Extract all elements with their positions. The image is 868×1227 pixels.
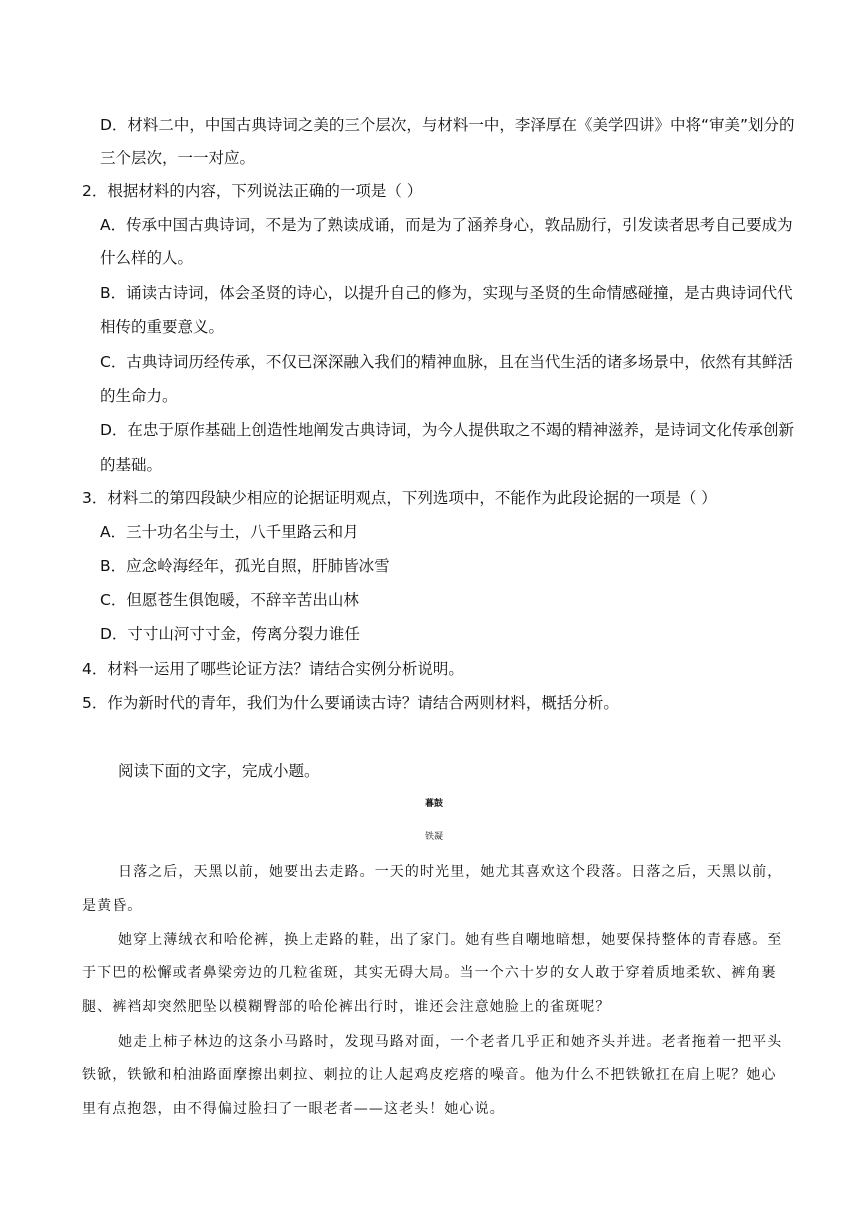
story-p1-line1: 日落之后，天黑以前，她要出去走路。一天的时光里，她尤其喜欢这个段落。日落之后，天黑以前， [118,864,783,880]
story-p3-line3: 里有点抱怨，由不得偏过脸扫了一眼老者——这老头！她心说。 [82,1101,505,1117]
q3-stem: 3．材料二的第四段缺少相应的论据证明观点，下列选项中，不能作为此段论据的一项是（ ） [82,489,717,507]
q5-stem: 5．作为新时代的青年，我们为什么要诵读古诗？请结合两则材料，概括分析。 [82,694,619,712]
q2-option-a-line1: A．传承中国古典诗词，不是为了熟读成诵，而是为了涵养身心，敦品励行，引发读者思考自己要成为 [100,216,793,234]
story-p2-line3: 腿、裤裆却突然肥坠以模糊臀部的哈伦裤出行时，谁还会注意她脸上的雀斑呢？ [82,999,611,1015]
story-p2-line2: 于下巴的松懈或者鼻梁旁边的几粒雀斑，其实无碍大局。当一个六十岁的女人敢于穿着质地柔软、裤角裹 [82,965,777,981]
q2-option-d-line2: 的基础。 [100,456,163,474]
q2-option-a-line2: 什么样的人。 [100,249,194,267]
q3-option-a: A．三十功名尘与土，八千里路云和月 [100,523,359,541]
q1-option-d-line1: D．材料二中，中国古典诗词之美的三个层次，与材料一中，李泽厚在《美学四讲》中将“审美”划分的 [100,116,795,134]
story-author: 铁凝 [424,832,443,842]
q2-option-c-line1: C．古典诗词历经传承，不仅已深深融入我们的精神血脉，且在当代生活的诸多场景中，依然有其鲜活 [100,353,793,371]
q4-stem: 4．材料一运用了哪些论证方法？请结合实例分析说明。 [82,660,464,678]
q3-option-c: C．但愿苍生俱饱暖，不辞辛苦出山林 [100,591,359,609]
q2-option-d-line1: D．在忠于原作基础上创造性地阐发古典诗词，为今人提供取之不竭的精神滋养，是诗词文化传承创新 [100,421,794,439]
q1-option-d-line2: 三个层次，一一对应。 [100,149,256,167]
q2-option-b-line2: 相传的重要意义。 [100,318,225,336]
story-p2-line1: 她穿上薄绒衣和哈伦裤，换上走路的鞋，出了家门。她有些自嘲地暗想，她要保持整体的青春感。至 [118,932,783,948]
reading-instruction: 阅读下面的文字，完成小题。 [118,762,320,780]
story-p3-line1: 她走上柿子林边的这条小马路时，发现马路对面，一个老者几乎正和她齐头并进。老者拖着一把平头 [118,1034,783,1050]
story-p3-line2: 铁锨，铁锨和柏油路面摩擦出刺拉、刺拉的让人起鸡皮疙瘩的噪音。他为什么不把铁锨扛在肩上呢？她心 [82,1067,777,1083]
q2-option-b-line1: B．诵读古诗词，体会圣贤的诗心，以提升自己的修为，实现与圣贤的生命情感碰撞，是古典诗词代代 [100,284,793,302]
q2-stem: 2．根据材料的内容，下列说法正确的一项是（ ） [82,182,423,200]
q3-option-b: B．应念岭海经年，孤光自照，肝肺皆冰雪 [100,557,390,575]
story-title: 暮鼓 [424,799,443,809]
story-p1-line2: 是黄昏。 [82,898,143,914]
q2-option-c-line2: 的生命力。 [100,387,178,405]
q3-option-d: D．寸寸山河寸寸金，侉离分裂力谁任 [100,625,360,643]
